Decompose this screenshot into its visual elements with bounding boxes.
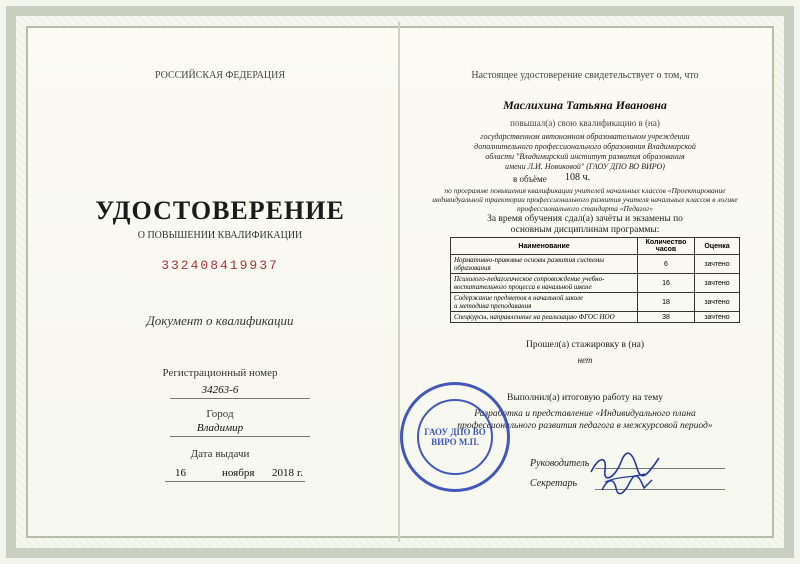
exams-text [410, 214, 760, 236]
center-fold [398, 22, 400, 542]
serial-number: 332408419937 [161, 258, 279, 273]
discipline-hours: 6 [638, 255, 695, 274]
registration-value: 34263-6 [201, 384, 239, 396]
discipline-line: воспитательного процесса в начальной школе [454, 283, 592, 291]
discipline-line: Психолого-педагогическое сопровождение учебно- [454, 275, 605, 283]
internship-label: Прошел(а) стажировку в (на) [526, 340, 644, 350]
secretary-label: Секретарь [530, 478, 578, 489]
date-label: Дата выдачи [190, 448, 250, 460]
exams-line: За время обучения сдал(а) зачёты и экзамены по [487, 214, 683, 224]
discipline-name [451, 293, 638, 312]
final-work-label: Выполнил(а) итоговую работу на тему [506, 393, 664, 403]
program-line: по программе повышения квалификации учителей начальных классов «Проектирование [444, 186, 726, 195]
discipline-name [451, 274, 638, 293]
holder-name: Маслихина Татьяна Ивановна [503, 98, 667, 112]
topic-line: Разработка и представление «Индивидуального плана [474, 409, 696, 419]
document-subtitle: О ПОВЫШЕНИИ КВАЛИФИКАЦИИ [137, 230, 303, 241]
underline [170, 436, 310, 437]
discipline-line: Нормативно-правовые основы развития системы [454, 256, 605, 264]
program-line: профессионального стандарта «Педагог» [517, 204, 653, 213]
discipline-name [451, 255, 638, 274]
discipline-grade: зачтено [695, 312, 740, 323]
head-label: Руководитель [530, 458, 590, 469]
table-header-row [451, 238, 740, 255]
document-type: Документ о квалификации [146, 313, 294, 328]
table-row [451, 255, 740, 274]
org-line: имени Л.И. Новиковой" (ГАОУ ДПО ВО ВИРО) [505, 162, 665, 171]
country-label: РОССИЙСКАЯ ФЕДЕРАЦИЯ [154, 70, 286, 81]
year-suffix: г. [297, 467, 304, 479]
table-row [451, 274, 740, 293]
issue-month: ноября [222, 467, 255, 479]
discipline-line: Спецкурсы, направленные на реализацию ФГОС НОО [454, 313, 615, 321]
registration-label: Регистрационный номер [162, 367, 278, 379]
discipline-line: Содержание предметов в начальной школе [454, 294, 584, 302]
seal-text: ГАОУ ДПО ВО ВИРО М.П. [417, 399, 493, 475]
table-row [451, 293, 740, 312]
table-row [451, 312, 740, 323]
org-line: области "Владимирский институт развития образования [485, 152, 685, 161]
organization [410, 132, 760, 172]
discipline-grade: зачтено [695, 274, 740, 293]
org-line: дополнительного профессионального образования Владимирской [474, 142, 696, 151]
official-seal [400, 382, 510, 492]
discipline-hours: 38 [638, 312, 695, 323]
discipline-grade: зачтено [695, 255, 740, 274]
disciplines-table [450, 237, 740, 323]
underline [170, 398, 310, 399]
org-line: государственном автономном образовательном учреждении [480, 132, 690, 141]
col-header-name: Наименование [451, 238, 638, 255]
topic-line: профессионального развития педагога в межкурсовой период» [457, 421, 713, 431]
program [410, 186, 760, 213]
discipline-grade: зачтено [695, 293, 740, 312]
discipline-hours: 16 [638, 274, 695, 293]
city-value: Владимир [196, 422, 244, 434]
volume-value: 108 ч. [565, 172, 591, 183]
col-header-grade: Оценка [695, 238, 740, 255]
discipline-name [451, 312, 638, 323]
discipline-line: и методика преподавания [454, 302, 532, 310]
raised-text: повышал(а) свою квалификацию в (на) [510, 118, 660, 128]
internship-value: нет [577, 355, 593, 365]
exams-line: основным дисциплинам программы: [510, 225, 660, 235]
volume-label: в объёме [513, 174, 547, 184]
issue-day: 16 [175, 467, 186, 479]
discipline-hours: 18 [638, 293, 695, 312]
program-line: индивидуальной траектории профессионального развития учителя начальных классов в логике [432, 195, 738, 204]
city-label: Город [206, 408, 234, 420]
signature-secretary [598, 472, 658, 500]
document-title: УДОСТОВЕРЕНИЕ [95, 196, 345, 225]
col-header-hours: Количество часов [638, 238, 695, 255]
underline [165, 481, 305, 482]
issue-year: 2018 [272, 467, 294, 479]
discipline-line: образования [454, 264, 491, 272]
intro-text: Настоящее удостоверение свидетельствует о том, что [471, 70, 699, 81]
